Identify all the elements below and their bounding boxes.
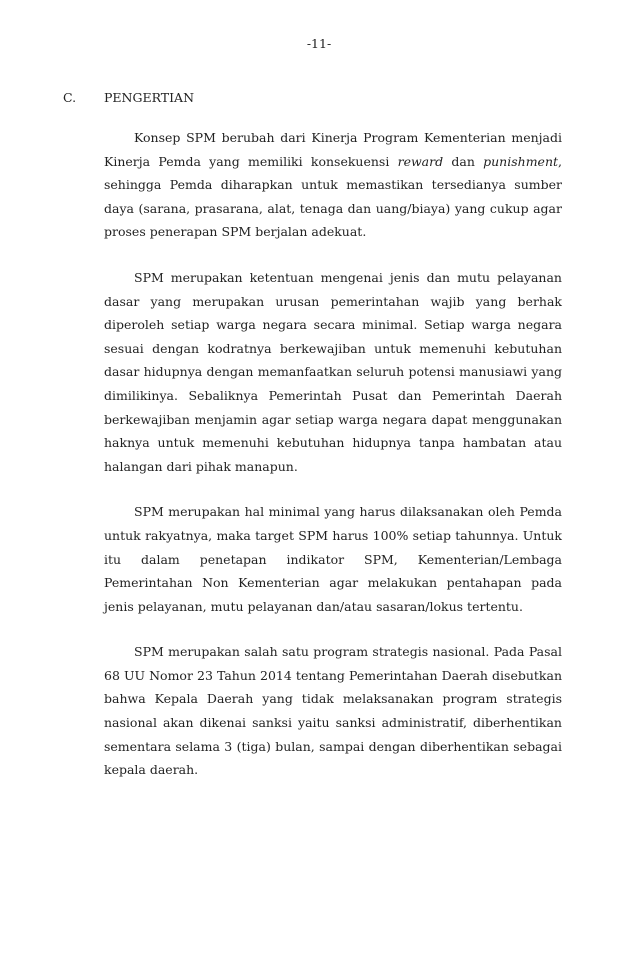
body-text	[104, 126, 562, 804]
section-letter: C.	[63, 90, 77, 105]
paragraph-ketentuan: SPM merupakan ketentuan mengenai jenis dan mutu pelayanan dasar yang merupakan urusan pemerintahan wajib yang berhak diperoleh setiap warga negara secara minimal. Setiap warga negara sesuai dengan kodratnya berkewajiban untuk memenuhi kebutuhan dasar hidupnya dengan memanfaatkan seluruh potensi manusiawi yang dimilikinya. Sebaliknya Pemerintah Pusat dan Pemerintah Daerah berkewajiban menjamin agar setiap warga negara dapat menggunakan haknya untuk memenuhi kebutuhan hidupnya tanpa hambatan atau halangan dari pihak manapun.	[104, 269, 562, 474]
page-number: -11-	[306, 36, 332, 51]
section-heading	[63, 90, 194, 105]
paragraph-program-strategis: SPM merupakan salah satu program strategis nasional. Pada Pasal 68 UU Nomor 23 Tahun 2014 tentang Pemerintahan Daerah disebutkan bahwa Kepala Daerah yang tidak melaksanakan program strategis nasional akan dikenai sanksi yaitu sanksi administratif, diberhentikan sementara selama 3 (tiga) bulan, sampai dengan diberhentikan sebagai kepala daerah.	[104, 644, 562, 778]
emphasis-reward: reward	[397, 153, 444, 169]
paragraph-target: SPM merupakan hal minimal yang harus dilaksanakan oleh Pemda untuk rakyatnya, maka target SPM harus 100% setiap tahunnya. Untuk itu dalam penetapan indikator SPM, Kementerian/Lembaga Pemerintahan Non Kementerian agar melakukan pentahapan pada jenis pelayanan, mutu pelayanan dan/atau sasaran/lokus tertentu.	[104, 504, 562, 614]
paragraph-text: dan	[443, 153, 484, 169]
emphasis-punishment: punishment	[483, 153, 559, 169]
paragraph-text: , sehingga Pemda diharapkan untuk memastikan tersedianya sumber daya (sarana, prasarana, alat, tenaga dan uang/biaya) yang cukup agar proses penerapan SPM berjalan adekuat.	[104, 153, 562, 240]
paragraph-konsep-spm	[104, 126, 562, 244]
section-title: PENGERTIAN	[104, 90, 195, 105]
paragraph-text: Konsep SPM berubah dari Kinerja Program Kementerian menjadi Kinerja Pemda yang memiliki konsekuensi	[104, 130, 562, 169]
